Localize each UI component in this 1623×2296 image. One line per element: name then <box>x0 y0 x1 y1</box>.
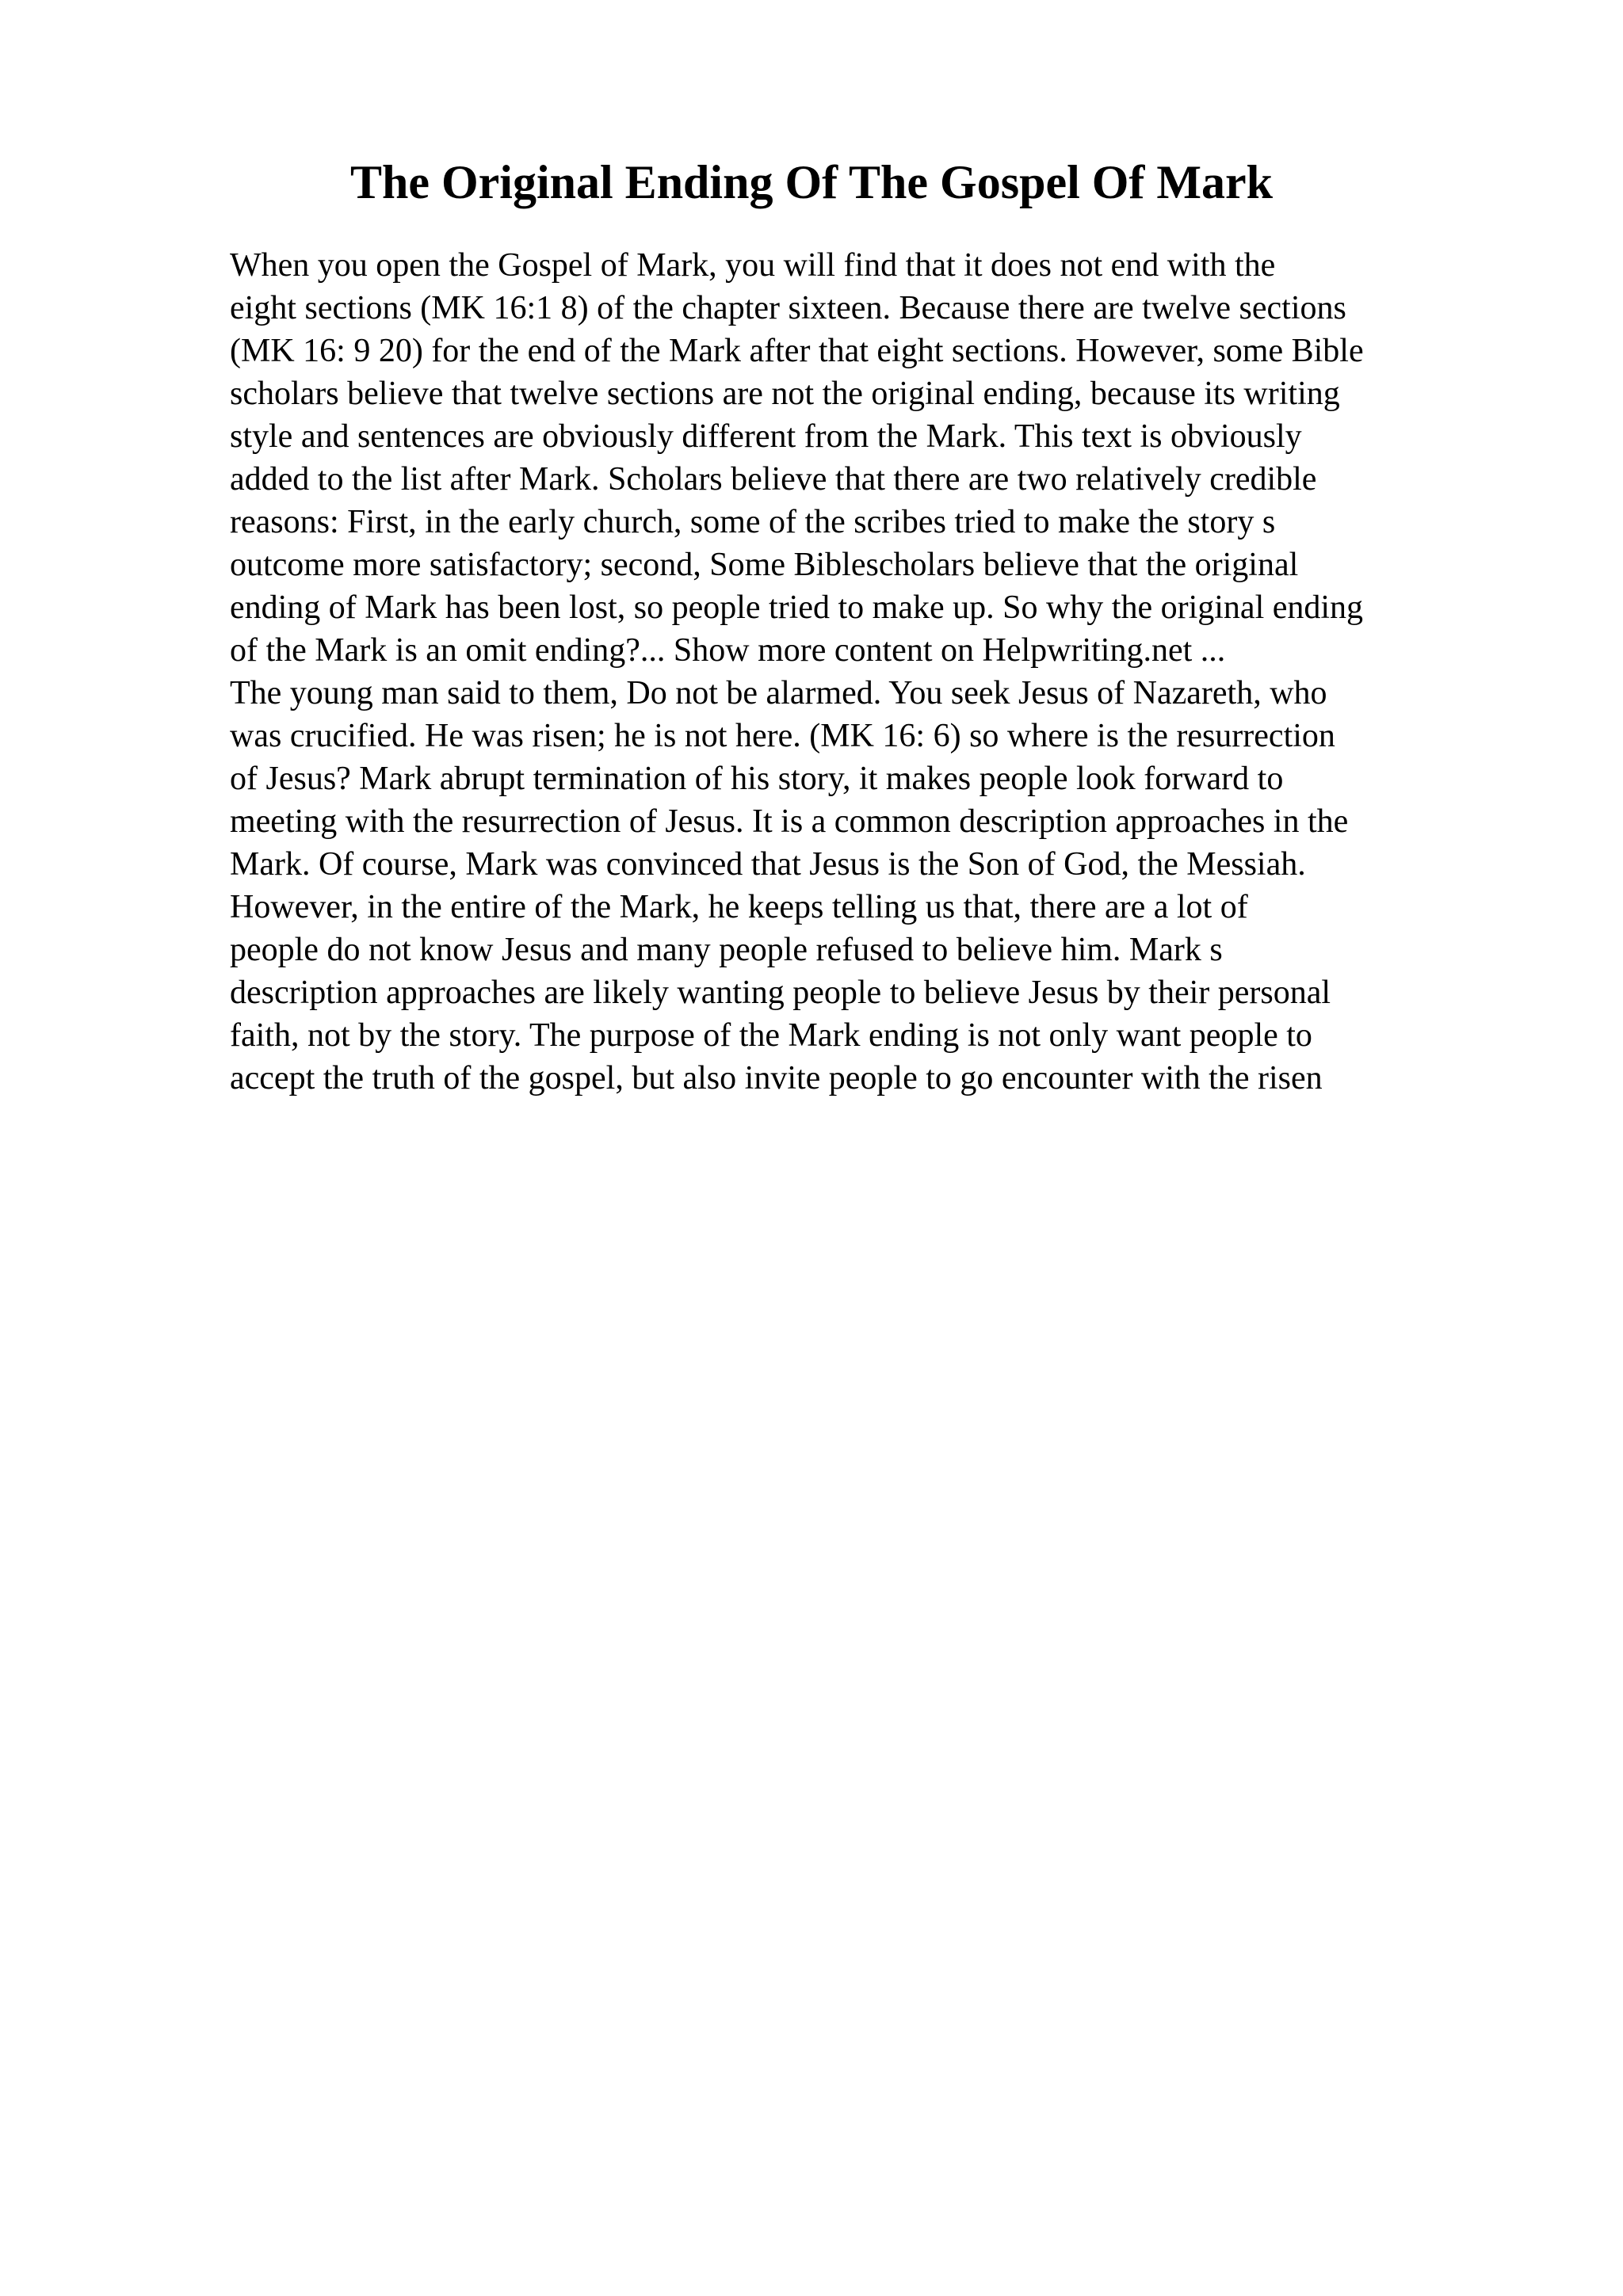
body-line: style and sentences are obviously different from the Mark. This text is obviously <box>230 418 1302 455</box>
body-line: (MK 16: 9 20) for the end of the Mark after that eight sections. However, some Bible <box>230 333 1364 369</box>
body-line: was crucified. He was risen; he is not here. (MK 16: 6) so where is the resurrection <box>230 718 1335 754</box>
body-line: of Jesus? Mark abrupt termination of his story, it makes people look forward to <box>230 761 1284 797</box>
body-line: reasons: First, in the early church, some of the scribes tried to make the story s <box>230 504 1276 540</box>
body-line: scholars believe that twelve sections are not the original ending, because its writing <box>230 376 1340 412</box>
body-line: eight sections (MK 16:1 8) of the chapter sixteen. Because there are twelve sections <box>230 290 1346 326</box>
body-line: faith, not by the story. The purpose of the Mark ending is not only want people to <box>230 1017 1312 1054</box>
body-line: When you open the Gospel of Mark, you will find that it does not end with the <box>230 247 1276 284</box>
body-line: accept the truth of the gospel, but also invite people to go encounter with the risen <box>230 1060 1323 1097</box>
body-line: outcome more satisfactory; second, Some Biblescholars believe that the original <box>230 547 1299 583</box>
body-line: people do not know Jesus and many people refused to believe him. Mark s <box>230 932 1223 968</box>
body-line: meeting with the resurrection of Jesus. It is a common description approaches in the <box>230 803 1349 840</box>
body-line: added to the list after Mark. Scholars believe that there are two relatively credible <box>230 461 1317 498</box>
body-line: The young man said to them, Do not be alarmed. You seek Jesus of Nazareth, who <box>230 675 1327 711</box>
body-line: ending of Mark has been lost, so people tried to make up. So why the original ending <box>230 589 1364 626</box>
body-line: of the Mark is an omit ending?... Show more content on Helpwriting.net ... <box>230 632 1226 669</box>
document-title: The Original Ending Of The Gospel Of Mark <box>349 156 1274 208</box>
body-line: description approaches are likely wanting people to believe Jesus by their personal <box>230 974 1331 1011</box>
body-line: However, in the entire of the Mark, he keeps telling us that, there are a lot of <box>230 889 1248 925</box>
document-body <box>230 244 1498 1100</box>
body-line: Mark. Of course, Mark was convinced that Jesus is the Son of God, the Messiah. <box>230 846 1306 883</box>
